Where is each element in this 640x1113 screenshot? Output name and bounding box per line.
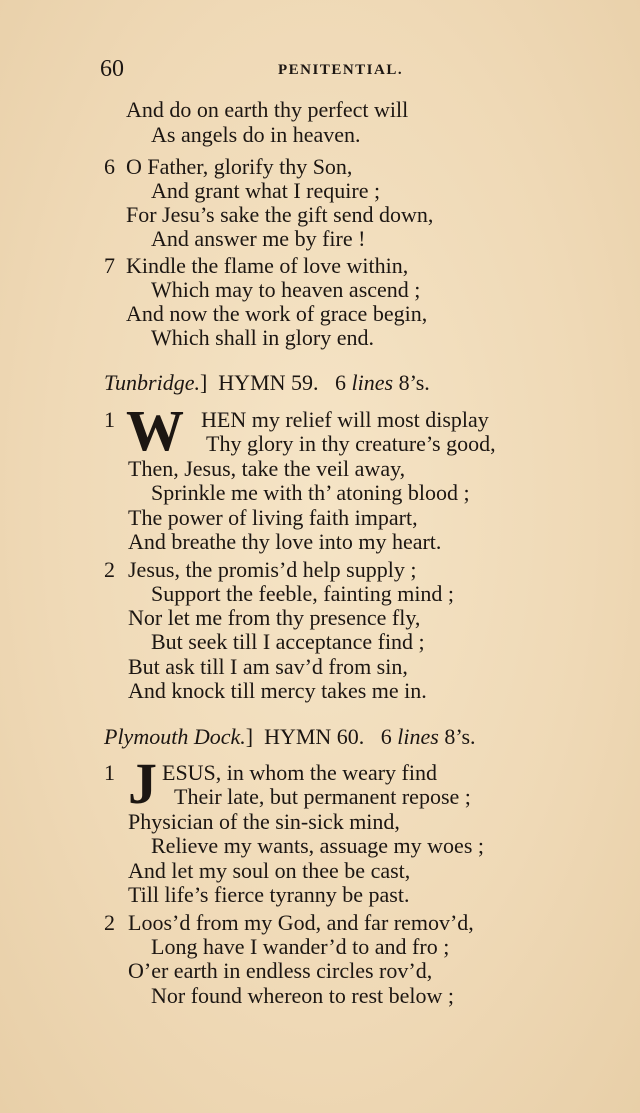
verse-line: And answer me by fire ! — [151, 226, 366, 251]
verse-line: The power of living faith impart, — [128, 505, 418, 530]
drop-cap: J — [128, 751, 157, 816]
verse-line: Loos’d from my God, and far remov’d, — [128, 910, 474, 935]
verse-line: Till life’s fierce tyranny be past. — [128, 882, 410, 907]
verse-line: And do on earth thy perfect will — [126, 97, 409, 122]
tune-name: Plymouth Dock. — [104, 724, 246, 749]
verse-line: O Father, glorify thy Son, — [126, 154, 353, 179]
meter-number: 6 — [335, 370, 347, 395]
verse-line: Thy glory in thy creature’s good, — [206, 431, 496, 456]
verse-line: HEN my relief will most display — [201, 407, 489, 432]
hymn-title: HYMN 60. — [264, 724, 365, 749]
meter-word: lines — [351, 370, 394, 395]
verse-line: Sprinkle me with th’ atoning blood ; — [151, 480, 470, 505]
stanza-number: 1 — [104, 407, 115, 432]
hymn-heading — [104, 724, 476, 750]
verse-line: And now the work of grace begin, — [126, 301, 428, 326]
verse-line: And knock till mercy takes me in. — [128, 678, 427, 703]
bracket: ] — [199, 370, 208, 395]
verse-line: Their late, but permanent repose ; — [174, 784, 471, 809]
stanza-number: 7 — [104, 253, 115, 278]
running-head: PENITENTIAL. — [278, 62, 404, 78]
verse-line: Which may to heaven ascend ; — [151, 277, 421, 302]
tune-name: Tunbridge. — [104, 370, 200, 395]
page-number: 60 — [100, 56, 124, 82]
verse-line: For Jesu’s sake the gift send down, — [126, 202, 434, 227]
verse-line: Physician of the sin-sick mind, — [128, 809, 400, 834]
stanza-number: 6 — [104, 154, 115, 179]
verse-line: ESUS, in whom the weary find — [162, 760, 437, 785]
bracket: ] — [245, 724, 254, 749]
meter: 8’s. — [398, 370, 430, 395]
verse-line: Long have I wander’d to and fro ; — [151, 934, 450, 959]
meter-number: 6 — [380, 724, 392, 749]
verse-line: O’er earth in endless circles rov’d, — [128, 958, 433, 983]
verse-line: Nor let me from thy presence fly, — [128, 605, 421, 630]
stanza-number: 2 — [104, 557, 115, 582]
verse-line: Kindle the flame of love within, — [126, 253, 409, 278]
verse-line: But ask till I am sav’d from sin, — [128, 654, 408, 679]
stanza-number: 1 — [104, 760, 115, 785]
verse-line: But seek till I acceptance find ; — [151, 629, 425, 654]
verse-line: Which shall in glory end. — [151, 325, 375, 350]
meter-word: lines — [397, 724, 439, 749]
page-header — [100, 56, 520, 86]
verse-line: And let my soul on thee be cast, — [128, 858, 411, 883]
verse-line: And breathe thy love into my heart. — [128, 529, 442, 554]
hymn-title: HYMN 59. — [218, 370, 319, 395]
verse-line: Support the feeble, fainting mind ; — [151, 581, 455, 606]
hymn-heading — [104, 370, 430, 396]
drop-cap: W — [126, 398, 184, 463]
verse-line: Then, Jesus, take the veil away, — [128, 456, 406, 481]
meter: 8’s. — [444, 724, 476, 749]
verse-line: Nor found whereon to rest below ; — [151, 983, 455, 1008]
verse-line: And grant what I require ; — [151, 178, 381, 203]
verse-line: As angels do in heaven. — [151, 122, 361, 147]
verse-line: Jesus, the promis’d help supply ; — [128, 557, 417, 582]
stanza-number: 2 — [104, 910, 115, 935]
verse-line: Relieve my wants, assuage my woes ; — [151, 833, 484, 858]
